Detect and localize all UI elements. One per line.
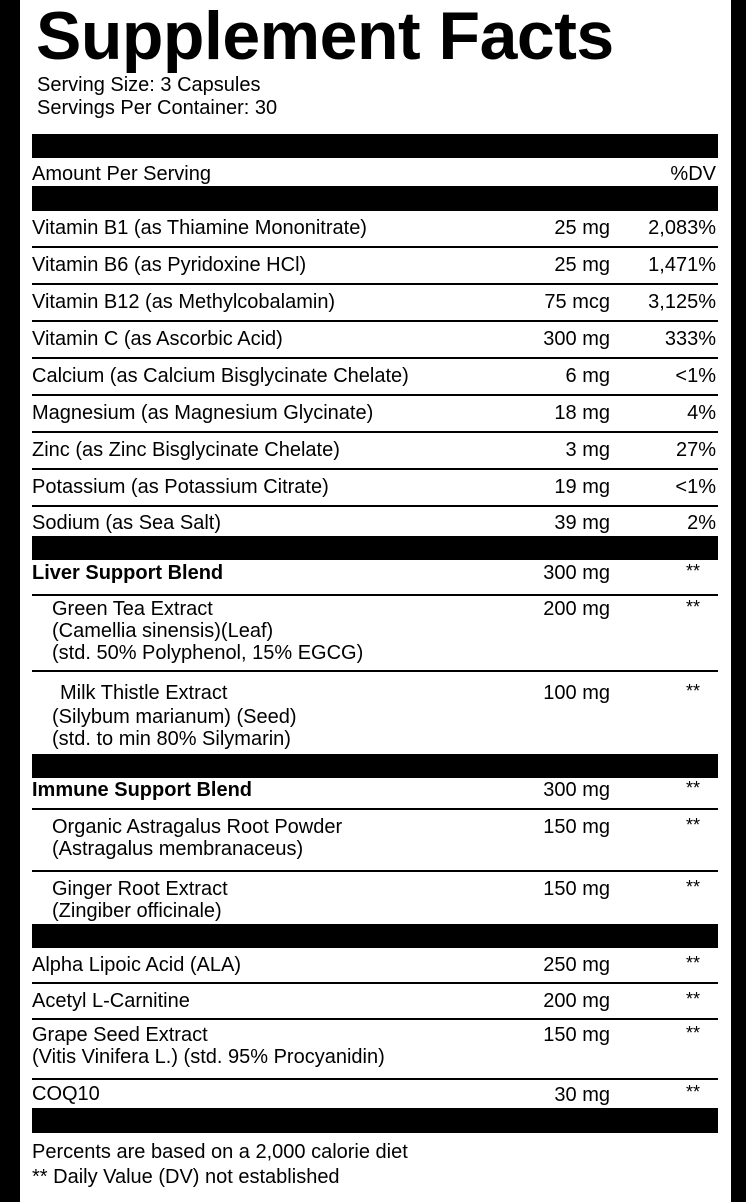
ingredient-amount: 150 mg (543, 878, 610, 900)
ingredient-line: (Astragalus membranaceus) (52, 838, 304, 860)
nutrient-row (32, 322, 718, 359)
nutrient-row (32, 507, 718, 536)
ingredient-row (32, 596, 718, 672)
ingredient-name: Alpha Lipoic Acid (ALA) (32, 954, 242, 976)
nutrient-name: Calcium (as Calcium Bisglycinate Chelate) (32, 365, 409, 387)
footnote-dv: ** Daily Value (DV) not established (32, 1166, 340, 1188)
nutrient-name: Magnesium (as Magnesium Glycinate) (32, 402, 374, 424)
ingredient-dv: ** (685, 681, 700, 701)
nutrient-dv: 3,125% (648, 291, 716, 313)
nutrient-name: Vitamin B1 (as Thiamine Mononitrate) (32, 217, 367, 239)
blend-amount: 300 mg (543, 562, 610, 584)
blend-amount: 300 mg (543, 779, 610, 801)
nutrient-amount: 300 mg (543, 328, 610, 350)
nutrient-dv: <1% (675, 476, 716, 498)
ingredient-line: (Vitis Vinifera L.) (std. 95% Procyanidin) (32, 1046, 385, 1068)
servings-per-container: Servings Per Container: 30 (37, 97, 278, 119)
nutrient-dv: <1% (675, 365, 716, 387)
ingredient-row (32, 1020, 718, 1080)
ingredient-amount: 150 mg (543, 816, 610, 838)
nutrient-name: Vitamin B12 (as Methylcobalamin) (32, 291, 336, 313)
ingredient-dv: ** (685, 1082, 700, 1102)
nutrient-name: Potassium (as Potassium Citrate) (32, 476, 329, 498)
nutrient-row (32, 470, 718, 507)
nutrient-dv: 2,083% (648, 217, 716, 239)
amount-header-row (32, 160, 718, 186)
nutrient-row (32, 396, 718, 433)
ingredient-dv: ** (685, 953, 700, 973)
nutrient-row (32, 285, 718, 322)
ingredient-row (32, 948, 718, 984)
ingredient-name (52, 598, 363, 664)
dv-header-label: %DV (670, 163, 716, 185)
ingredient-dv: ** (685, 597, 700, 617)
divider-thick (32, 536, 718, 560)
ingredient-row (32, 1080, 718, 1108)
ingredient-amount: 200 mg (543, 990, 610, 1012)
nutrient-amount: 18 mg (554, 402, 610, 424)
ingredient-name (60, 682, 227, 704)
amount-per-serving-label: Amount Per Serving (32, 163, 211, 185)
supplement-facts-panel (20, 0, 731, 1202)
serving-size: Serving Size: 3 Capsules (37, 74, 261, 96)
page-title: Supplement Facts (36, 0, 614, 74)
ingredient-amount: 150 mg (543, 1024, 610, 1046)
nutrient-row (32, 248, 718, 285)
nutrient-dv: 2% (687, 512, 716, 534)
footnote-percent: Percents are based on a 2,000 calorie diet (32, 1141, 408, 1163)
nutrient-name: Zinc (as Zinc Bisglycinate Chelate) (32, 439, 340, 461)
blend-name (32, 562, 223, 584)
ingredient-amount: 30 mg (554, 1084, 610, 1106)
nutrient-amount: 75 mcg (544, 291, 610, 313)
ingredient-name (52, 706, 297, 750)
blend-dv: ** (685, 778, 700, 798)
ingredient-line: (Silybum marianum) (Seed) (52, 706, 297, 728)
ingredient-row (32, 984, 718, 1020)
nutrient-dv: 1,471% (648, 254, 716, 276)
ingredient-line: Organic Astragalus Root Powder (52, 816, 343, 838)
nutrient-name: Sodium (as Sea Salt) (32, 512, 221, 534)
ingredient-amount: 250 mg (543, 954, 610, 976)
nutrient-row (32, 359, 718, 396)
ingredient-line: (Camellia sinensis)(Leaf) (52, 620, 274, 642)
ingredient-amount: 100 mg (543, 682, 610, 704)
blend-name-text: Immune Support Blend (32, 779, 252, 801)
ingredient-amount: 200 mg (543, 598, 610, 620)
blend-name (32, 779, 252, 801)
ingredient-name (52, 816, 342, 860)
nutrient-amount: 25 mg (554, 217, 610, 239)
nutrient-dv: 4% (687, 402, 716, 424)
nutrient-dv: 27% (675, 439, 716, 461)
nutrient-row (32, 211, 718, 248)
blend-name-text: Liver Support Blend (32, 562, 224, 584)
blend-row-immune (32, 778, 718, 810)
nutrient-name: Vitamin C (as Ascorbic Acid) (32, 328, 283, 350)
nutrient-amount: 6 mg (565, 365, 610, 387)
ingredient-name: Acetyl L-Carnitine (32, 990, 190, 1012)
ingredient-dv: ** (685, 1023, 700, 1043)
ingredient-line: Milk Thistle Extract (60, 682, 228, 704)
nutrient-amount: 39 mg (554, 512, 610, 534)
ingredient-line: Grape Seed Extract (32, 1024, 208, 1046)
ingredient-line: (std. 50% Polyphenol, 15% EGCG) (52, 642, 364, 664)
ingredient-line: (Zingiber officinale) (52, 900, 222, 922)
ingredient-row (32, 810, 718, 872)
blend-row-liver (32, 560, 718, 596)
blend-dv: ** (685, 561, 700, 581)
ingredient-row (32, 872, 718, 924)
ingredient-dv: ** (685, 877, 700, 897)
ingredient-name (32, 1024, 385, 1068)
ingredient-dv: ** (685, 815, 700, 835)
divider-thick (32, 134, 718, 158)
nutrient-row (32, 433, 718, 470)
divider-thick (32, 1108, 718, 1133)
nutrient-name: Vitamin B6 (as Pyridoxine HCl) (32, 254, 307, 276)
nutrient-dv: 333% (664, 328, 716, 350)
ingredient-line: (std. to min 80% Silymarin) (52, 728, 291, 750)
ingredient-name (52, 878, 228, 922)
ingredient-line: Ginger Root Extract (52, 878, 228, 900)
divider-thick (32, 186, 718, 211)
divider-thick (32, 924, 718, 948)
divider-thick (32, 754, 718, 778)
nutrient-amount: 25 mg (554, 254, 610, 276)
nutrient-amount: 19 mg (554, 476, 610, 498)
ingredient-name: COQ10 (32, 1083, 100, 1105)
ingredient-line: Green Tea Extract (52, 598, 213, 620)
ingredient-dv: ** (685, 989, 700, 1009)
ingredient-row (32, 672, 718, 754)
nutrient-amount: 3 mg (565, 439, 610, 461)
